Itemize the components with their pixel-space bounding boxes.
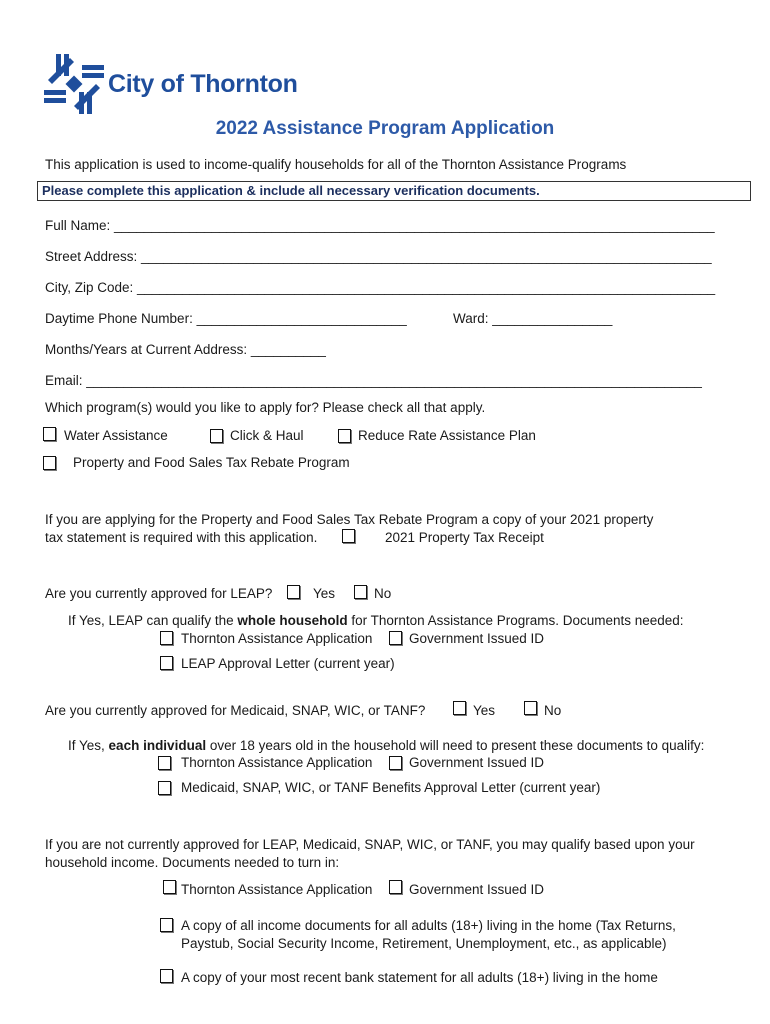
medicaid-note-prefix: If Yes, bbox=[68, 738, 109, 753]
medicaid-doc-id-label: Government Issued ID bbox=[409, 755, 545, 770]
leap-doc-application-checkbox[interactable] bbox=[160, 631, 173, 645]
full-name-field[interactable]: Full Name: ________________________________________________________________________________ bbox=[45, 218, 715, 233]
leap-doc-letter-label: LEAP Approval Letter (current year) bbox=[181, 656, 395, 671]
leap-question: Are you currently approved for LEAP? bbox=[45, 586, 273, 601]
tax-rebate-note-line1: If you are applying for the Property and Food Sales Tax Rebate Program a copy of your 2021 property bbox=[45, 512, 654, 527]
city-logo-mark-icon bbox=[40, 50, 108, 118]
income-doc-bank-checkbox[interactable] bbox=[160, 969, 173, 983]
income-note-line2: household income. Documents needed to turn in: bbox=[45, 855, 340, 870]
city-logo-name: City of Thornton bbox=[108, 70, 298, 98]
medicaid-question: Are you currently approved for Medicaid, SNAP, WIC, or TANF? bbox=[45, 703, 426, 718]
ward-field[interactable]: Ward: ________________ bbox=[453, 311, 613, 326]
leap-doc-id-label: Government Issued ID bbox=[409, 631, 545, 646]
street-address-field[interactable]: Street Address: ____________________________________________________________________________ bbox=[45, 249, 712, 264]
income-doc-income-label-line2: Paystub, Social Security Income, Retirement, Unemployment, etc., as applicable) bbox=[181, 936, 667, 951]
income-doc-application-checkbox[interactable] bbox=[163, 880, 176, 894]
medicaid-doc-id-checkbox[interactable] bbox=[389, 756, 402, 770]
programs-question: Which program(s) would you like to apply for? Please check all that apply. bbox=[45, 400, 486, 415]
medicaid-doc-application-checkbox[interactable] bbox=[158, 756, 171, 770]
medicaid-no-checkbox[interactable] bbox=[524, 701, 537, 715]
leap-no-checkbox[interactable] bbox=[354, 585, 367, 599]
leap-yes-checkbox[interactable] bbox=[287, 585, 300, 599]
medicaid-note-bold: each individual bbox=[108, 738, 207, 753]
leap-yes-label: Yes bbox=[313, 586, 336, 601]
notice-box: Please complete this application & include all necessary verification documents. bbox=[37, 181, 751, 201]
income-doc-application-label: Thornton Assistance Application bbox=[181, 882, 373, 897]
leap-no-label: No bbox=[374, 586, 392, 601]
tax-receipt-label: 2021 Property Tax Receipt bbox=[385, 530, 544, 545]
medicaid-yes-checkbox[interactable] bbox=[453, 701, 466, 715]
medicaid-no-label: No bbox=[544, 703, 562, 718]
phone-field[interactable]: Daytime Phone Number: ____________________________ bbox=[45, 311, 407, 326]
page-title: 2022 Assistance Program Application bbox=[215, 118, 555, 139]
leap-note-bold: whole household bbox=[237, 613, 348, 628]
reduce-rate-checkbox[interactable] bbox=[338, 429, 351, 443]
leap-note-prefix: If Yes, LEAP can qualify the bbox=[68, 613, 238, 628]
leap-doc-letter-checkbox[interactable] bbox=[160, 656, 173, 670]
income-doc-bank-label: A copy of your most recent bank statement for all adults (18+) living in the home bbox=[181, 970, 658, 985]
tax-rebate-note-line2: tax statement is required with this application. bbox=[45, 530, 318, 545]
tax-rebate-label: Property and Food Sales Tax Rebate Program bbox=[73, 455, 350, 470]
tax-rebate-checkbox[interactable] bbox=[43, 456, 56, 470]
leap-doc-id-checkbox[interactable] bbox=[389, 631, 402, 645]
income-doc-id-checkbox[interactable] bbox=[389, 880, 402, 894]
income-doc-id-label: Government Issued ID bbox=[409, 882, 545, 897]
click-haul-label: Click & Haul bbox=[230, 428, 304, 443]
intro-description: This application is used to income-qualify households for all of the Thornton Assistance Programs bbox=[45, 157, 627, 172]
medicaid-yes-label: Yes bbox=[473, 703, 496, 718]
click-haul-checkbox[interactable] bbox=[210, 429, 223, 443]
medicaid-note bbox=[68, 738, 704, 753]
email-field[interactable]: Email: __________________________________________________________________________________ bbox=[45, 373, 702, 388]
income-doc-income-label-line1: A copy of all income documents for all adults (18+) living in the home (Tax Returns, bbox=[181, 918, 676, 933]
reduce-rate-label: Reduce Rate Assistance Plan bbox=[358, 428, 536, 443]
months-years-field[interactable]: Months/Years at Current Address: __________ bbox=[45, 342, 326, 357]
medicaid-note-suffix: over 18 years old in the household will need to present these documents to qualify: bbox=[206, 738, 705, 753]
leap-doc-application-label: Thornton Assistance Application bbox=[181, 631, 373, 646]
income-doc-income-checkbox[interactable] bbox=[160, 918, 173, 932]
tax-receipt-checkbox[interactable] bbox=[342, 529, 355, 543]
medicaid-doc-application-label: Thornton Assistance Application bbox=[181, 755, 373, 770]
leap-note bbox=[68, 613, 684, 628]
water-assistance-checkbox[interactable] bbox=[43, 427, 56, 441]
medicaid-doc-letter-label: Medicaid, SNAP, WIC, or TANF Benefits Approval Letter (current year) bbox=[181, 780, 601, 795]
leap-note-suffix: for Thornton Assistance Programs. Documents needed: bbox=[347, 613, 684, 628]
water-assistance-label: Water Assistance bbox=[64, 428, 168, 443]
city-zip-field[interactable]: City, Zip Code: _____________________________________________________________________________ bbox=[45, 280, 716, 295]
city-logo bbox=[40, 50, 340, 118]
income-note-line1: If you are not currently approved for LEAP, Medicaid, SNAP, WIC, or TANF, you may qualify based upon your bbox=[45, 837, 695, 852]
medicaid-doc-letter-checkbox[interactable] bbox=[158, 781, 171, 795]
